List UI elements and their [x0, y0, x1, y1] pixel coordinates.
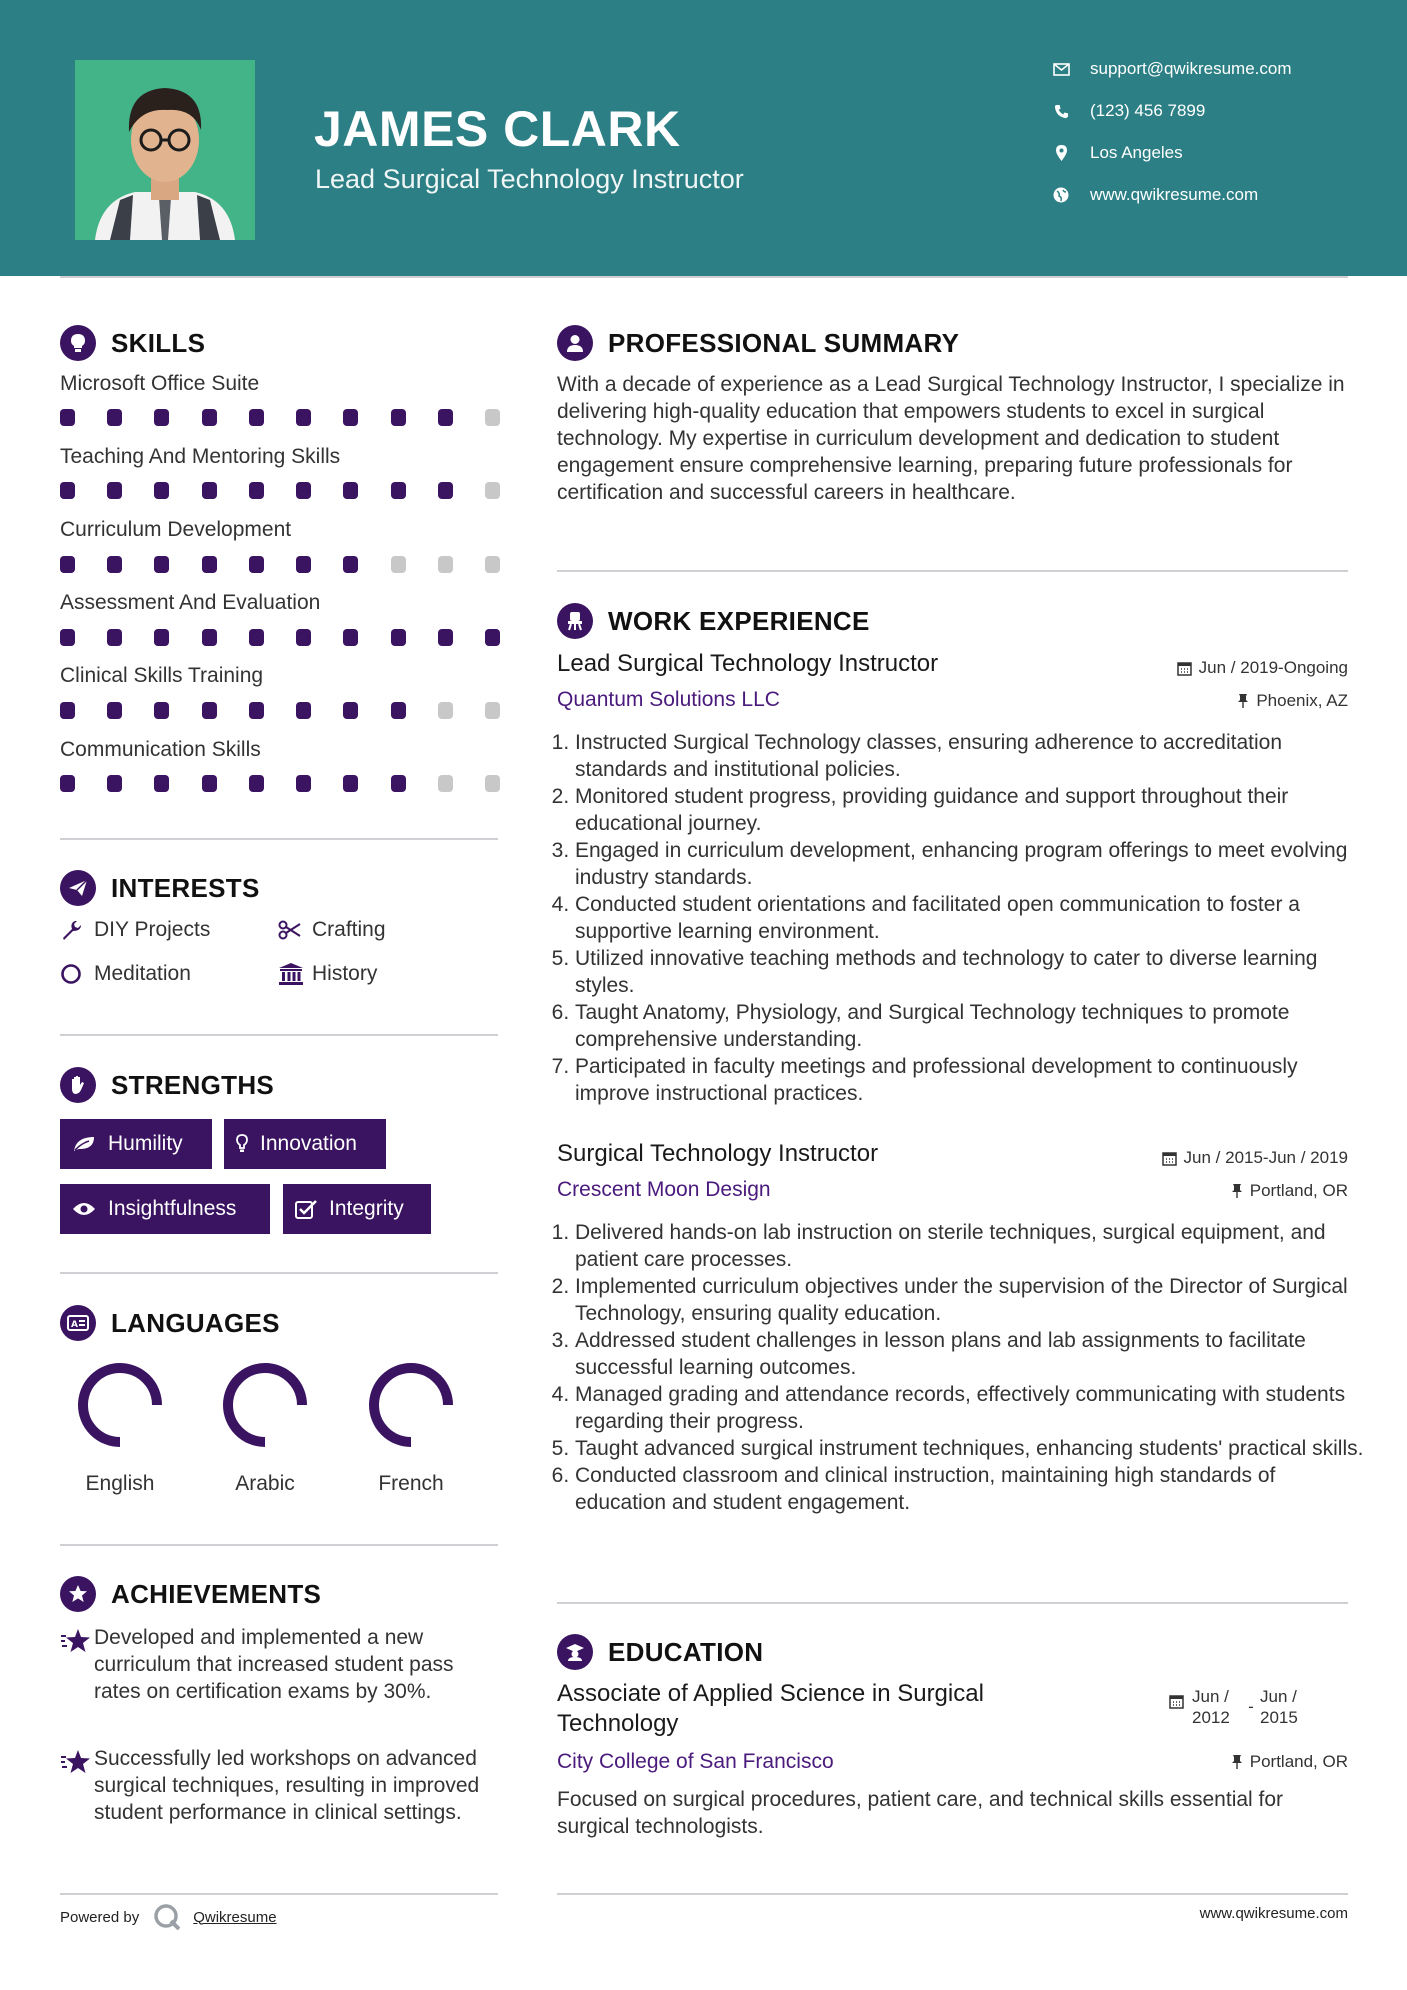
skill-dot-filled	[343, 409, 358, 426]
paper-plane-icon	[60, 870, 96, 906]
skill-dot-empty	[438, 556, 453, 573]
contact-website[interactable]	[1050, 184, 1258, 206]
education-description: Focused on surgical procedures, patient care, and technical skills essential for surgical technologists.	[557, 1788, 1284, 1838]
summary-text: With a decade of experience as a Lead Surgical Technology Instructor, I specialize in delivering high-quality education that empowers students to excel in surgical technology. My expertise in curriculum development and dedication to student engagement ensure comprehensive learning, preparing future professionals for certification and successful careers in healthcare.	[557, 373, 1345, 504]
leaf-icon	[72, 1135, 96, 1153]
strength-label: Integrity	[329, 1197, 404, 1220]
skill-dot-filled	[343, 629, 358, 646]
job-bullet: 5. Taught advanced surgical instrument techniques, enhancing students' practical skills.	[575, 1435, 1365, 1462]
achievements-title: ACHIEVEMENTS	[111, 1578, 322, 1609]
job-location-text: Phoenix, AZ	[1256, 691, 1348, 710]
skill-dot-filled	[154, 409, 169, 426]
skill-dot-filled	[202, 702, 217, 719]
pushpin-icon	[1231, 1754, 1243, 1770]
globe-icon	[1050, 184, 1072, 206]
language-card-icon	[60, 1305, 96, 1341]
skill-dot-filled	[249, 482, 264, 499]
interest-item	[278, 962, 377, 986]
skill-dot-filled	[296, 482, 311, 499]
skill-dot-filled	[107, 702, 122, 719]
section-divider	[60, 838, 498, 840]
star-icon	[60, 1624, 94, 1705]
pushpin-icon	[1231, 1183, 1243, 1199]
strength-badge	[283, 1184, 431, 1234]
skill-dot-filled	[60, 556, 75, 573]
skill-rating	[60, 482, 500, 499]
language-name: Arabic	[235, 1472, 295, 1495]
job-bullet: 2. Implemented curriculum objectives under the supervision of the Director of Surgical Technology, ensuring quality education.	[575, 1273, 1365, 1327]
skill-rating	[60, 775, 500, 792]
skill-dot-filled	[438, 482, 453, 499]
school-name: City College of San Francisco	[557, 1750, 834, 1773]
skill-dot-filled	[249, 556, 264, 573]
contact-phone[interactable]	[1050, 100, 1205, 122]
candidate-title: Lead Surgical Technology Instructor	[315, 164, 744, 194]
lightbulb-icon	[60, 325, 96, 361]
company-name: Quantum Solutions LLC	[557, 688, 780, 711]
phone-icon	[1050, 100, 1072, 122]
job-date	[1162, 1148, 1348, 1168]
star-badge-icon	[60, 1576, 96, 1612]
skill-dot-filled	[107, 556, 122, 573]
job-bullet: 3. Addressed student challenges in lesson plans and lab assignments to facilitate successful learning outcomes.	[575, 1327, 1365, 1381]
lightbulb-icon	[236, 1134, 248, 1154]
interests-heading	[60, 870, 260, 906]
skill-dot-filled	[296, 409, 311, 426]
section-divider	[557, 570, 1348, 572]
interests-title: INTERESTS	[111, 872, 260, 903]
skill-dot-filled	[296, 629, 311, 646]
skill-dot-filled	[391, 409, 406, 426]
chair-icon	[557, 603, 593, 639]
job-date	[1177, 658, 1348, 678]
job-bullet: 2. Monitored student progress, providing guidance and support throughout their educational journey.	[575, 783, 1365, 837]
job-title: Surgical Technology Instructor	[557, 1140, 879, 1167]
skill-dot-filled	[60, 409, 75, 426]
language-name: English	[85, 1472, 155, 1495]
skill-name: Curriculum Development	[60, 518, 292, 541]
skill-dot-filled	[202, 409, 217, 426]
contact-email[interactable]	[1050, 58, 1292, 80]
candidate-name: JAMES CLARK	[314, 101, 681, 157]
job-location	[1237, 691, 1348, 711]
graduate-icon	[557, 1634, 593, 1670]
skill-dot-filled	[249, 775, 264, 792]
section-divider	[557, 1893, 1348, 1895]
skill-name: Communication Skills	[60, 738, 261, 761]
skill-dot-filled	[154, 775, 169, 792]
svg-text:A: A	[71, 1320, 78, 1330]
achievement-text: Developed and implemented a new curriculum that increased student pass rates on certification exams by 30%.	[94, 1626, 454, 1703]
skills-heading	[60, 325, 205, 361]
skill-name: Assessment And Evaluation	[60, 591, 321, 614]
language-ring	[228, 1368, 302, 1442]
skill-rating	[60, 556, 500, 573]
strengths-heading	[60, 1067, 274, 1103]
contact-location-text: Los Angeles	[1090, 143, 1183, 162]
strength-badge	[60, 1119, 212, 1169]
skill-dot-filled	[60, 775, 75, 792]
education-end: Jun / 2015	[1260, 1687, 1298, 1727]
skill-dot-filled	[202, 556, 217, 573]
job-date-text: Jun / 2019-Ongoing	[1198, 658, 1348, 677]
interest-label: History	[312, 962, 378, 985]
skill-dot-filled	[202, 775, 217, 792]
circle-icon	[60, 963, 86, 985]
wrench-icon	[60, 919, 86, 941]
skill-dot-filled	[296, 775, 311, 792]
skill-dot-filled	[154, 556, 169, 573]
job-bullet: 3. Engaged in curriculum development, enhancing program offerings to meet evolving industry standards.	[575, 837, 1365, 891]
section-divider	[60, 1272, 498, 1274]
summary-title: PROFESSIONAL SUMMARY	[608, 327, 960, 358]
skill-dot-filled	[438, 629, 453, 646]
skill-dot-filled	[438, 409, 453, 426]
section-divider	[60, 1893, 498, 1895]
contact-location	[1050, 142, 1183, 164]
education-dates	[1169, 1686, 1310, 1728]
job-bullet: 1. Instructed Surgical Technology classes, ensuring adherence to accreditation standards and institutional policies.	[575, 729, 1365, 783]
interest-label: DIY Projects	[94, 918, 211, 941]
education-heading	[557, 1634, 763, 1670]
job-bullet: 4. Managed grading and attendance records, effectively communicating with students regarding their progress.	[575, 1381, 1365, 1435]
skill-dot-filled	[107, 482, 122, 499]
skill-dot-empty	[485, 556, 500, 573]
check-square-icon	[295, 1199, 317, 1219]
education-title: EDUCATION	[608, 1636, 764, 1667]
skill-dot-filled	[296, 702, 311, 719]
skill-rating	[60, 409, 500, 426]
user-icon	[557, 325, 593, 361]
skill-dot-filled	[107, 409, 122, 426]
contact-email-text: support@qwikresume.com	[1090, 59, 1292, 78]
interest-item	[60, 918, 210, 942]
skill-name: Microsoft Office Suite	[60, 372, 260, 395]
degree-title: Associate of Applied Science in Surgical Technology	[557, 1680, 984, 1737]
job-location-text: Portland, OR	[1249, 1181, 1348, 1200]
skill-dot-filled	[107, 629, 122, 646]
section-divider	[557, 1602, 1348, 1604]
skill-dot-filled	[485, 629, 500, 646]
skill-dot-filled	[249, 702, 264, 719]
job-bullets	[557, 1219, 1365, 1516]
calendar-icon	[1169, 1694, 1184, 1714]
summary-heading	[557, 325, 959, 361]
hand-icon	[60, 1067, 96, 1103]
skill-dot-filled	[391, 482, 406, 499]
skill-dot-filled	[154, 482, 169, 499]
interest-item	[60, 962, 191, 986]
skill-dot-filled	[154, 702, 169, 719]
job-bullet: 7. Participated in faculty meetings and professional development to continuously improve instructional practices.	[575, 1053, 1365, 1107]
skill-dot-filled	[107, 775, 122, 792]
skill-dot-filled	[202, 482, 217, 499]
skill-dot-filled	[343, 702, 358, 719]
contact-website-text: www.qwikresume.com	[1090, 185, 1259, 204]
skill-dot-empty	[485, 702, 500, 719]
education-location-text: Portland, OR	[1249, 1752, 1348, 1771]
museum-icon	[278, 962, 304, 986]
star-icon	[60, 1745, 94, 1826]
job-date-text: Jun / 2015-Jun / 2019	[1183, 1148, 1348, 1167]
skill-dot-empty	[438, 702, 453, 719]
skill-dot-filled	[391, 629, 406, 646]
strength-label: Insightfulness	[108, 1197, 237, 1220]
experience-title: WORK EXPERIENCE	[608, 605, 870, 636]
skill-dot-filled	[60, 482, 75, 499]
strength-label: Innovation	[260, 1132, 357, 1155]
language-name: French	[378, 1472, 444, 1495]
map-pin-icon	[1050, 142, 1072, 164]
education-location	[1231, 1752, 1348, 1772]
skill-dot-empty	[485, 482, 500, 499]
skill-dot-filled	[296, 556, 311, 573]
qwikresume-logo-icon	[153, 1903, 181, 1931]
skill-dot-filled	[202, 629, 217, 646]
scissors-icon	[278, 920, 304, 940]
strengths-title: STRENGTHS	[111, 1069, 275, 1100]
skill-dot-filled	[60, 629, 75, 646]
achievement-item	[60, 1745, 500, 1826]
skill-dot-filled	[391, 775, 406, 792]
skill-dot-empty	[391, 556, 406, 573]
footer-website[interactable]: www.qwikresume.com	[1199, 1905, 1348, 1922]
achievements-heading	[60, 1576, 321, 1612]
section-divider	[60, 1034, 498, 1036]
powered-by-label: Powered by	[60, 1908, 140, 1926]
skill-dot-filled	[343, 482, 358, 499]
languages-heading	[60, 1305, 280, 1341]
skill-dot-filled	[391, 702, 406, 719]
skill-name: Clinical Skills Training	[60, 664, 264, 687]
interest-label: Crafting	[312, 918, 386, 941]
skill-dot-filled	[249, 409, 264, 426]
skill-dot-filled	[343, 556, 358, 573]
job-bullet: 4. Conducted student orientations and facilitated open communication to foster a supportive learning environment.	[575, 891, 1365, 945]
header-divider	[60, 276, 1348, 278]
education-start: Jun / 2012	[1192, 1687, 1230, 1727]
date-separator: -	[1248, 1697, 1254, 1716]
footer-powered-by	[60, 1903, 277, 1931]
section-divider	[60, 1544, 498, 1546]
pushpin-icon	[1237, 693, 1249, 709]
interest-item	[278, 918, 386, 942]
contact-phone-text: (123) 456 7899	[1090, 101, 1206, 120]
job-bullets	[557, 729, 1365, 1107]
language-ring	[83, 1368, 157, 1442]
skill-dot-filled	[343, 775, 358, 792]
skill-name: Teaching And Mentoring Skills	[60, 445, 341, 468]
job-bullet: 1. Delivered hands-on lab instruction on sterile techniques, surgical equipment, and patient care processes.	[575, 1219, 1365, 1273]
calendar-icon	[1162, 1151, 1177, 1166]
skill-dot-empty	[438, 775, 453, 792]
eye-icon	[72, 1201, 96, 1217]
strength-badge	[224, 1119, 386, 1169]
skill-dot-empty	[485, 775, 500, 792]
job-bullet: 6. Conducted classroom and clinical instruction, maintaining high standards of education and student engagement.	[575, 1462, 1365, 1516]
skill-rating	[60, 629, 500, 646]
skill-dot-filled	[249, 629, 264, 646]
profile-photo	[75, 60, 255, 240]
envelope-icon	[1050, 58, 1072, 80]
skill-dot-filled	[60, 702, 75, 719]
strength-label: Humility	[108, 1132, 183, 1155]
job-location	[1231, 1181, 1348, 1201]
job-title: Lead Surgical Technology Instructor	[557, 650, 939, 677]
company-name: Crescent Moon Design	[557, 1178, 771, 1201]
skill-dot-empty	[485, 409, 500, 426]
qwikresume-link[interactable]: Qwikresume	[193, 1908, 277, 1926]
strength-badge	[60, 1184, 270, 1234]
interest-label: Meditation	[94, 962, 191, 985]
calendar-icon	[1177, 661, 1192, 676]
experience-heading	[557, 603, 870, 639]
languages-title: LANGUAGES	[111, 1307, 280, 1338]
job-bullet: 6. Taught Anatomy, Physiology, and Surgical Technology techniques to promote comprehensive understanding.	[575, 999, 1365, 1053]
achievement-text: Successfully led workshops on advanced surgical techniques, resulting in improved student performance in clinical settings.	[94, 1747, 480, 1824]
language-ring	[374, 1368, 448, 1442]
language-rings	[60, 1355, 500, 1455]
achievement-item	[60, 1624, 500, 1705]
job-bullet: 5. Utilized innovative teaching methods and technology to cater to diverse learning styles.	[575, 945, 1365, 999]
skill-rating	[60, 702, 500, 719]
skills-title: SKILLS	[111, 327, 206, 358]
skill-dot-filled	[154, 629, 169, 646]
